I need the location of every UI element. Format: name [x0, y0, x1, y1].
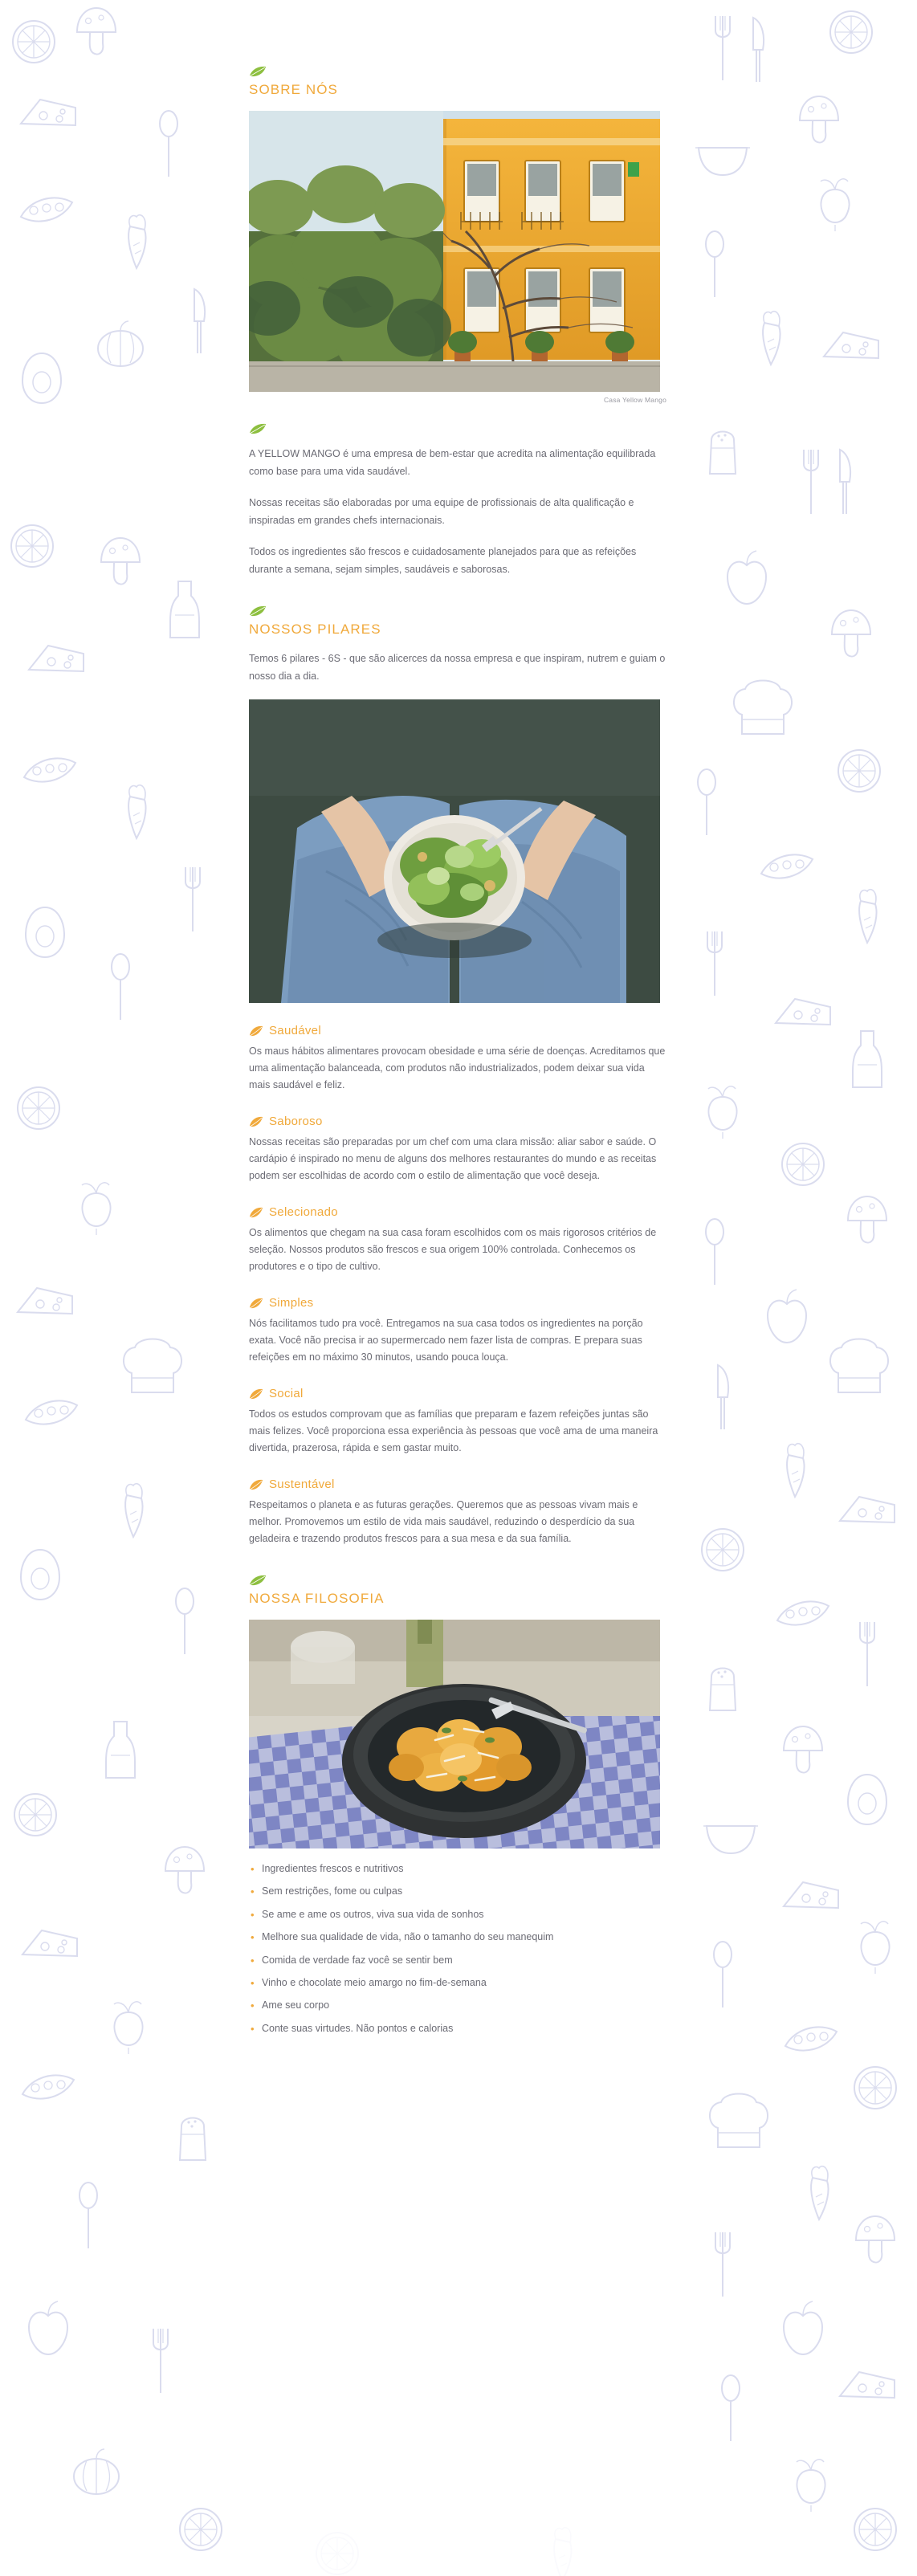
- page-title: SOBRE NÓS: [249, 82, 338, 97]
- pillar-item: [249, 1387, 666, 1457]
- pillar-heading: [249, 1478, 666, 1491]
- pillar-title: Simples: [269, 1296, 314, 1310]
- leaf-icon: [249, 1206, 263, 1219]
- list-item: • Melhore sua qualidade de vida, não o tamanho do seu manequim: [249, 1930, 666, 1952]
- casa-yellow-mango-photo: [249, 111, 666, 404]
- leaf-icon: [249, 605, 267, 617]
- section-philosophy: [249, 1575, 666, 2092]
- salad-bowl-photo: [249, 699, 666, 1003]
- pillar-text: Nossas receitas são preparadas por um chef com uma clara missão: aliar sabor e saúde. O cardápio é inspirado no menu de alguns dos melhores restaurantes do mundo e as receitas podem ser escolhidas de acordo com o estilo de alimentação que você deseja.: [249, 1136, 657, 1181]
- pillar-item: [249, 1205, 666, 1275]
- pillar-item: [249, 1296, 666, 1366]
- pillar-text: Os alimentos que chegam na sua casa foram escolhidos com os mais rigorosos critérios de seleção. Nossos produtos são frescos e sua origem 100% controlada. Conhecemos os produtores e o tipo de cultivo.: [249, 1227, 657, 1272]
- pillar-heading: [249, 1115, 666, 1128]
- pillar-item: [249, 1115, 666, 1184]
- pillar-heading: [249, 1296, 666, 1310]
- list-item: • Ame seu corpo: [249, 1998, 666, 2020]
- pillars-intro: Temos 6 pilares - 6S - que são alicerces da nossa empresa e que inspiram, nutrem e guiam o nosso dia a dia.: [249, 653, 666, 682]
- photo-frame: [249, 699, 660, 1003]
- list-item: • Conte suas virtudes. Não pontos e calorias: [249, 2021, 666, 2044]
- list-item: • Ingredientes frescos e nutritivos: [249, 1861, 666, 1884]
- pillar-title: Saudável: [269, 1024, 321, 1037]
- pillar-title: Sustentável: [269, 1478, 335, 1491]
- pillar-heading: [249, 1205, 666, 1219]
- pillar-item: [249, 1478, 666, 1547]
- about-paragraph: A YELLOW MANGO é uma empresa de bem-estar que acredita na alimentação equilibrada como base para uma vida saudável.: [249, 448, 656, 477]
- leaf-icon: [249, 66, 267, 77]
- about-paragraph: Nossas receitas são elaboradas por uma equipe de profissionais de alta qualificação e inspiradas em grandes chefs internacionais.: [249, 497, 634, 526]
- pillar-text: Respeitamos o planeta e as futuras gerações. Queremos que as pessoas vivam mais e melhor. Promovemos um estilo de vida mais saudável, reduzindo o desperdício da sua geladeira e trazendo produtos frescos para a sua mesa e da sua família.: [249, 1499, 638, 1544]
- content-column: [249, 0, 666, 2092]
- philosophy-title: NOSSA FILOSOFIA: [249, 1591, 385, 1606]
- about-heading: [249, 66, 666, 98]
- leaf-icon: [249, 1115, 263, 1128]
- leaf-icon: [249, 1297, 263, 1310]
- philosophy-list: [249, 1861, 666, 2044]
- pillar-item: [249, 1024, 666, 1094]
- pillar-title: Social: [269, 1387, 304, 1400]
- list-item: • Sem restrições, fome ou culpas: [249, 1884, 666, 1906]
- pillars-title: NOSSOS PILARES: [249, 622, 381, 637]
- section-pillars: [249, 605, 666, 1547]
- pillar-heading: [249, 1024, 666, 1037]
- pillars-heading: [249, 605, 666, 638]
- list-item: • Comida de verdade faz você se sentir bem: [249, 1953, 666, 1975]
- list-item: • Vinho e chocolate meio amargo no fim-de-semana: [249, 1975, 666, 1998]
- photo-frame: [249, 111, 660, 392]
- pillar-heading: [249, 1387, 666, 1400]
- leaf-icon: [249, 1478, 263, 1491]
- potato-bowl-photo: [249, 1620, 666, 1848]
- leaf-icon: [249, 1025, 263, 1037]
- pillar-text: Todos os estudos comprovam que as famílias que preparam e fazem refeições juntas são mais felizes. Você proporciona essa experiência às pessoas que você ama de uma maneira divertida, prazerosa, rápida e sem gastar muito.: [249, 1408, 658, 1453]
- photo-caption: Casa Yellow Mango: [603, 396, 666, 404]
- about-paragraph: Todos os ingredientes são frescos e cuidadosamente planejados para que as refeições durante a semana, sejam simples, saudáveis e saborosas.: [249, 546, 637, 575]
- section-about: [249, 0, 666, 578]
- pillar-text: Nós facilitamos tudo pra você. Entregamos na sua casa todos os ingredientes na porção exata. Você não precisa ir ao supermercado nem fazer lista de compras. E prepara suas refeições em no máximo 30 minutos, usando pouca louça.: [249, 1318, 643, 1363]
- leaf-icon: [249, 423, 267, 434]
- leaf-icon: [249, 1388, 263, 1400]
- pillar-title: Saboroso: [269, 1115, 323, 1128]
- leaf-icon: [249, 1575, 267, 1586]
- list-item: • Se ame e ame os outros, viva sua vida de sonhos: [249, 1907, 666, 1930]
- pillar-title: Selecionado: [269, 1205, 338, 1219]
- pillar-text: Os maus hábitos alimentares provocam obesidade e uma série de doenças. Acreditamos que uma alimentação balanceada, com produtos não industrializados, podem deixar sua vida mais saudável e feliz.: [249, 1045, 666, 1090]
- photo-frame: [249, 1620, 660, 1848]
- philosophy-heading: [249, 1575, 666, 1607]
